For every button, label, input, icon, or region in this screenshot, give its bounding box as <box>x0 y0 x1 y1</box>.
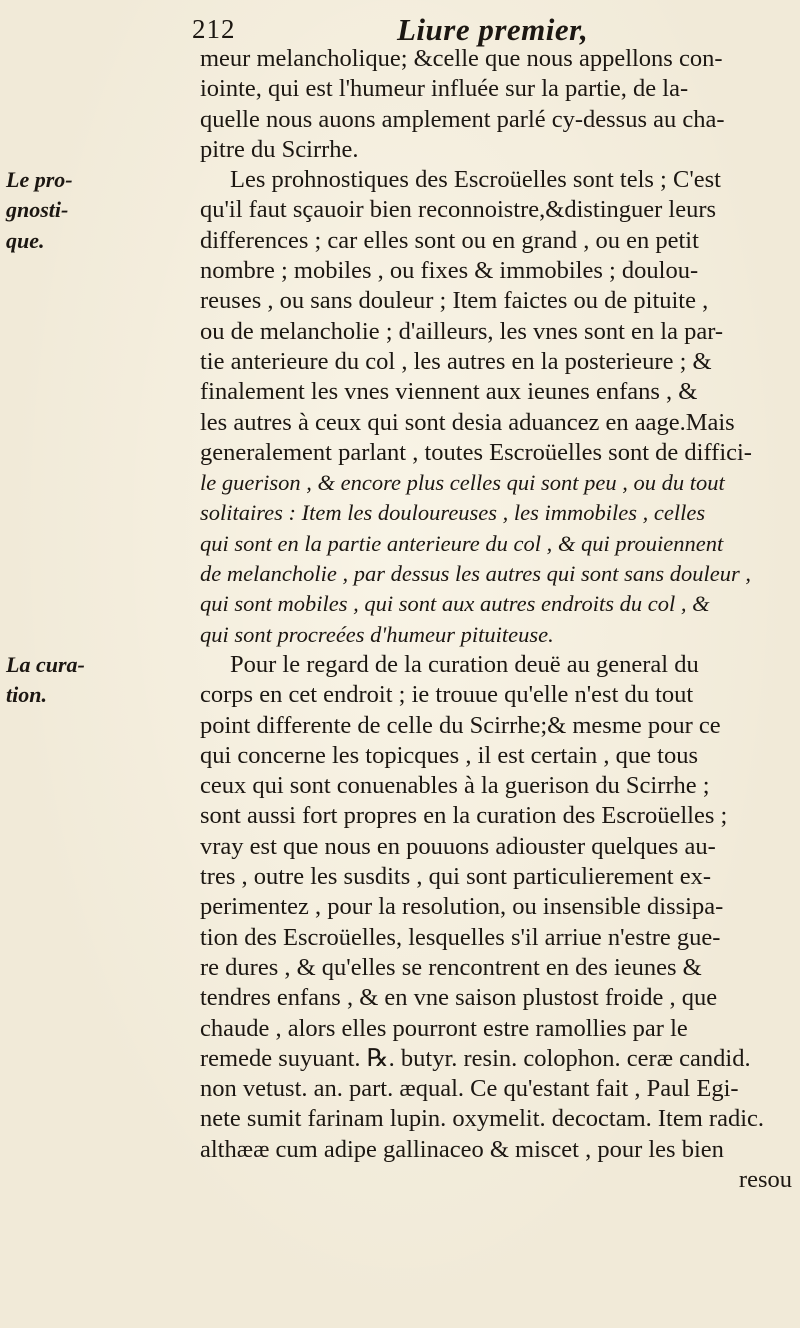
text-line: sont aussi fort propres en la curation des Escroüelles ; <box>200 802 728 830</box>
text-line: qui concerne les topicques , il est certain , que tous <box>200 741 699 769</box>
text-line: qu'il faut sçauoir bien reconnoistre,&distinguer leurs <box>200 196 717 224</box>
text-line: generalement parlant , toutes Escroüelles sont de diffici- <box>200 438 752 466</box>
text-line: Les prohnostiques des Escroüelles sont tels ; C'est <box>230 166 721 194</box>
text-line: finalement les vnes viennent aux ieunes enfans , & <box>200 378 698 406</box>
text-line: differences ; car elles sont ou en grand , ou en petit <box>200 226 699 254</box>
text-line: ceux qui sont conuenables à la guerison du Scirrhe ; <box>200 772 710 800</box>
text-line: corps en cet endroit ; ie trouue qu'elle n'est du tout <box>200 681 694 709</box>
text-line: iointe, qui est l'humeur influée sur la partie, de la- <box>200 75 689 103</box>
text-line-italic: qui sont mobiles , qui sont aux autres endroits du col , & <box>200 591 710 617</box>
margin-note-line: La cura- <box>6 652 85 677</box>
text-line: les autres à ceux qui sont desia aduancez en aage.Mais <box>200 408 735 436</box>
text-line-italic: de melancholie , par dessus les autres qui sont sans douleur , <box>200 561 752 587</box>
margin-note-prognostic <box>6 165 94 256</box>
margin-note-line: Le pro- <box>6 167 73 192</box>
margin-note-line: gnosti- <box>6 197 69 223</box>
text-line: re dures , & qu'elles se rencontrent en des ieunes & <box>200 953 702 981</box>
catchword: resou <box>738 1165 792 1193</box>
text-line: non vetust. an. part. æqual. Ce qu'estant fait , Paul Egi- <box>200 1075 739 1103</box>
running-head: Liure premier, <box>397 12 589 47</box>
text-line: Pour le regard de la curation deuë au general du <box>230 650 699 678</box>
margin-note-line: tion. <box>6 682 47 708</box>
text-line: reuses , ou sans douleur ; Item faictes ou de pituite , <box>200 287 709 315</box>
text-line-italic: qui sont procreées d'humeur pituiteuse. <box>200 621 554 647</box>
text-line: quelle nous auons amplement parlé cy-dessus au cha- <box>200 105 725 133</box>
text-line: point differente de celle du Scirrhe;& mesme pour ce <box>200 711 721 739</box>
text-line: nombre ; mobiles , ou fixes & immobiles ; doulou- <box>200 257 699 285</box>
page-number: 212 <box>192 14 236 44</box>
text-line: nete sumit farinam lupin. oxymelit. decoctam. Item radic. <box>200 1105 765 1133</box>
text-line-italic: qui sont en la partie anterieure du col , & qui prouiennent <box>200 530 724 556</box>
text-line: perimentez , pour la resolution, ou insensible dissipa- <box>200 893 724 921</box>
text-line: tendres enfans , & en vne saison plustost froide , que <box>200 984 718 1012</box>
text-line: althææ cum adipe gallinaceo & miscet , pour les bien <box>200 1135 724 1163</box>
body-text <box>200 44 792 1195</box>
text-line-italic: le guerison , & encore plus celles qui sont peu , ou du tout <box>200 470 725 496</box>
text-line: remede suyuant. ℞. butyr. resin. colophon. ceræ candid. <box>200 1044 751 1072</box>
text-line: tres , outre les susdits , qui sont particulierement ex- <box>200 863 711 891</box>
text-line: tion des Escroüelles, lesquelles s'il arriue n'estre gue- <box>200 923 721 951</box>
text-line: pitre du Scirrhe. <box>200 135 359 163</box>
text-line: chaude , alors elles pourront estre ramollies par le <box>200 1014 688 1042</box>
text-line: meur melancholique; &celle que nous appellons con- <box>200 45 723 72</box>
margin-note-curation <box>6 650 94 711</box>
margin-note-line: que. <box>6 227 45 253</box>
text-line-italic: solitaires : Item les douloureuses , les immobiles , celles <box>200 500 706 526</box>
text-line: ou de melancholie ; d'ailleurs, les vnes sont en la par- <box>200 317 724 345</box>
text-line: tie anterieure du col , les autres en la posterieure ; & <box>200 347 712 375</box>
text-line: vray est que nous en pouuons adiouster quelques au- <box>200 832 716 860</box>
